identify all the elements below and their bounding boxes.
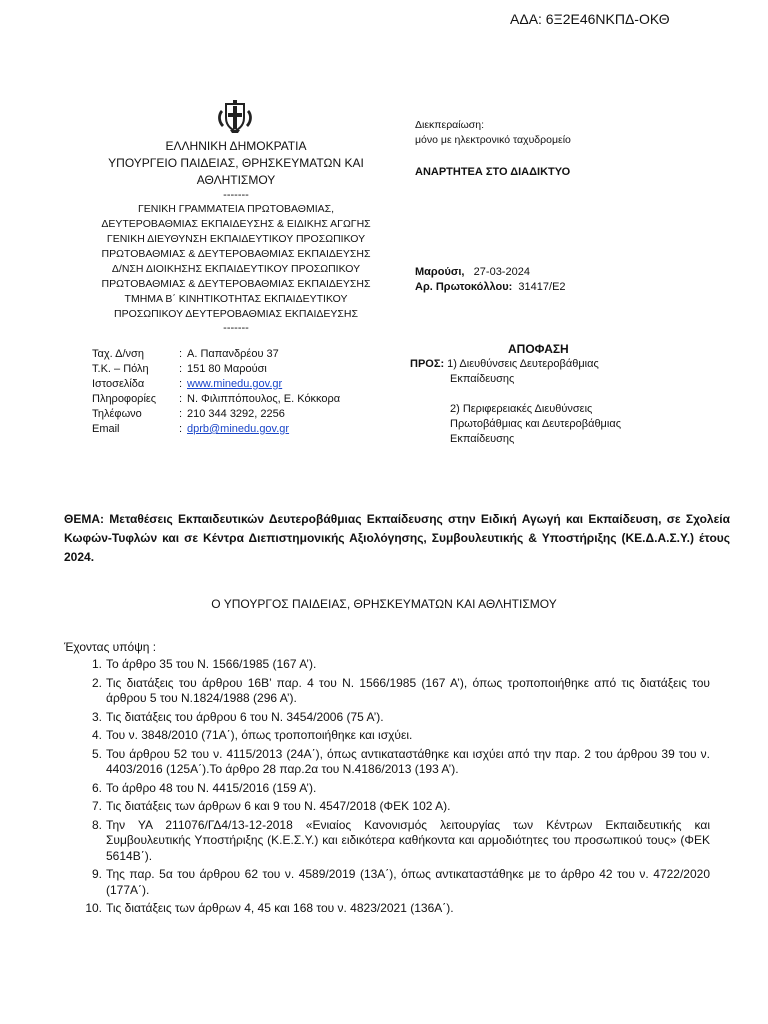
- department-line: ΔΕΥΤΕΡΟΒΑΘΜΙΑΣ ΕΚΠΑΙΔΕΥΣΗΣ & ΕΙΔΙΚΗΣ ΑΓΩΓΗΣ: [101, 218, 371, 230]
- header-separator: -------: [223, 322, 249, 334]
- list-item: [64, 747, 710, 778]
- department-line: ΤΜΗΜΑ Β΄ ΚΙΝΗΤΙΚΟΤΗΤΑΣ ΕΚΠΑΙΔΕΥΤΙΚΟΥ: [124, 293, 348, 305]
- spacer: [410, 387, 670, 402]
- recipient-2-line3: Εκπαίδευσης: [450, 433, 515, 445]
- protocol-label: Αρ. Πρωτοκόλλου:: [415, 281, 513, 293]
- contact-details: [92, 347, 340, 437]
- email-link[interactable]: dprb@minedu.gov.gr: [187, 423, 290, 435]
- protocol-value: 31417/Ε2: [518, 281, 566, 293]
- ada-code: ΑΔΑ: 6Ξ2Ε46ΝΚΠΔ-ΟΚΘ: [510, 11, 670, 27]
- department-line: ΠΡΩΤΟΒΑΘΜΙΑΣ & ΔΕΥΤΕΡΟΒΑΘΜΙΑΣ ΕΚΠΑΙΔΕΥΣΗΣ: [101, 248, 371, 260]
- issuer-header: [80, 138, 392, 335]
- contact-row: [92, 347, 340, 362]
- recipient-2-line1: 2) Περιφερειακές Διευθύνσεις: [450, 403, 593, 415]
- list-text: Τις διατάξεις του άρθρου 6 του Ν. 3454/2006 (75 Α’).: [106, 709, 384, 724]
- contact-row: [92, 422, 340, 437]
- contact-row: [92, 362, 340, 377]
- contact-table: [92, 347, 340, 437]
- contact-label: Τηλέφωνο: [92, 408, 142, 420]
- ministry-name-line2: ΑΘΛΗΤΙΣΜΟΥ: [196, 173, 276, 187]
- list-item: [64, 867, 710, 898]
- info-value: Ν. Φιλιππόπουλος, Ε. Κόκκορα: [187, 393, 341, 405]
- list-item: [64, 710, 710, 726]
- list-text: Του ν. 3848/2010 (71Α΄), όπως τροποποιήθηκε και ισχύει.: [106, 728, 413, 742]
- list-text: Το άρθρο 35 του Ν. 1566/1985 (167 Α’).: [106, 657, 317, 671]
- list-text: Το άρθρο 48 του Ν. 4415/2016 (159 Α’).: [106, 780, 317, 795]
- recipients-label: ΠΡΟΣ:: [410, 358, 445, 370]
- recipient-2-line2: Πρωτοβάθμιας και Δευτεροβάθμιας: [450, 418, 621, 430]
- contact-row: [92, 392, 340, 407]
- department-line: ΓΕΝΙΚΗ ΔΙΕΥΘΥΝΣΗ ΕΚΠΑΙΔΕΥΤΙΚΟΥ ΠΡΟΣΩΠΙΚΟΥ: [106, 233, 366, 245]
- phone-value: 210 344 3292, 2256: [187, 408, 285, 420]
- list-text: Τις διατάξεις των άρθρων 6 και 9 του Ν. 4547/2018 (ΦΕΚ 102 Α).: [106, 799, 451, 813]
- recipient-1-line2: Εκπαίδευσης: [450, 373, 515, 385]
- list-number: 6.: [91, 780, 102, 795]
- list-number: 7.: [91, 799, 102, 813]
- post-online-notice: ΑΝΑΡΤΗΤΕΑ ΣΤΟ ΔΙΑΔΙΚΤΥΟ: [415, 166, 571, 178]
- list-item: [64, 657, 710, 673]
- contact-separator: :: [179, 363, 183, 375]
- header-separator: -------: [223, 189, 249, 201]
- list-item: [64, 799, 710, 815]
- recipients-block: [410, 357, 670, 447]
- list-number: 3.: [91, 709, 102, 724]
- list-number: 8.: [91, 817, 102, 832]
- department-line: Δ/ΝΣΗ ΔΙΟΙΚΗΣΗΣ ΕΚΠΑΙΔΕΥΤΙΚΟΥ ΠΡΟΣΩΠΙΚΟΥ: [111, 263, 361, 275]
- document-date: [415, 265, 530, 280]
- contact-separator: :: [179, 378, 183, 390]
- contact-separator: :: [179, 348, 183, 360]
- department-line: ΓΕΝΙΚΗ ΓΡΑΜΜΑΤΕΙΑ ΠΡΩΤΟΒΑΘΜΙΑΣ,: [137, 203, 335, 215]
- list-item: [64, 818, 710, 865]
- list-number: 4.: [91, 728, 102, 742]
- subject-paragraph: ΘΕΜΑ: Μεταθέσεις Εκπαιδευτικών Δευτεροβάθμιας Εκπαίδευσης στην Ειδική Αγωγή και Εκπαίδευση, σε Σχολεία Κωφών-Τυφλών και σε Κέντρα Διεπιστημονικής Αξιολόγησης, Συμβουλευτικής & Υποστήριξης (ΚΕ.Δ.Α.Σ.Υ.) έτους 2024.: [64, 512, 730, 564]
- list-number: 10.: [85, 901, 102, 915]
- delivery-method: [415, 118, 571, 148]
- decision-title: ΑΠΟΦΑΣΗ: [508, 342, 569, 356]
- address-value: Α. Παπανδρέου 37: [187, 348, 279, 360]
- list-item: [64, 901, 710, 917]
- contact-separator: :: [179, 393, 183, 405]
- recipient-1-line1: 1) Διευθύνσεις Δευτεροβάθμιας: [447, 358, 599, 370]
- minister-heading: Ο ΥΠΟΥΡΓΟΣ ΠΑΙΔΕΙΑΣ, ΘΡΗΣΚΕΥΜΑΤΩΝ ΚΑΙ ΑΘΛΗΤΙΣΜΟΥ: [211, 597, 557, 611]
- contact-label: Ιστοσελίδα: [92, 378, 145, 390]
- legal-basis-list: [64, 657, 710, 920]
- department-line: ΠΡΟΣΩΠΙΚΟΥ ΔΕΥΤΕΡΟΒΑΘΜΙΑΣ ΕΚΠΑΙΔΕΥΣΗΣ: [114, 308, 358, 320]
- list-number: 1.: [91, 657, 102, 671]
- list-text: Τις διατάξεις των άρθρων 4, 45 και 168 του ν. 4823/2021 (136Α΄).: [106, 901, 454, 915]
- contact-label: Ταχ. Δ/νση: [92, 348, 144, 360]
- website-link[interactable]: www.minedu.gov.gr: [187, 378, 283, 390]
- list-text: Της παρ. 5α του άρθρου 62 του ν. 4589/2019 (13Α΄), όπως αντικαταστάθηκε με το άρθρο 42 του ν. 4722/2020 (177Α΄).: [106, 867, 710, 897]
- greek-coat-of-arms-icon: [215, 100, 255, 134]
- contact-separator: :: [179, 423, 183, 435]
- contact-label: Email: [92, 423, 120, 435]
- contact-row: [92, 407, 340, 422]
- republic-name: ΕΛΛΗΝΙΚΗ ΔΗΜΟΚΡΑΤΙΑ: [165, 139, 307, 153]
- protocol-number: [415, 280, 566, 295]
- date-value: 27-03-2024: [473, 266, 530, 278]
- list-item: [64, 728, 710, 744]
- list-text: Τις διατάξεις του άρθρου 16Β’ παρ. 4 του Ν. 1566/1985 (167 Α’), όπως τροποποιήθηκε από τις διατάξεις του άρθρου 5 του Ν.1824/1988 (296 Α’).: [106, 675, 710, 705]
- list-text: Την ΥΑ 211076/ΓΔ4/13-12-2018 «Ενιαίος Κανονισμός λειτουργίας των Κέντρων Εκπαιδευτικής και Συμβουλευτικής Υποστήριξης (Κ.Ε.Σ.Υ.) και ειδικότερα καθήκοντα και αρμοδιότητες του προσωπικού τους» (ΦΕΚ 5614Β΄).: [106, 817, 710, 863]
- list-number: 5.: [91, 746, 102, 761]
- delivery-label: Διεκπεραίωση:: [415, 119, 485, 131]
- email-cell: [187, 422, 340, 437]
- considering-heading: Έχοντας υπόψη :: [64, 640, 157, 654]
- ministry-name-line1: ΥΠΟΥΡΓΕΙΟ ΠΑΙΔΕΙΑΣ, ΘΡΗΣΚΕΥΜΑΤΩΝ ΚΑΙ: [108, 156, 364, 170]
- contact-row: [92, 377, 340, 392]
- contact-separator: :: [179, 408, 183, 420]
- list-number: 9.: [91, 867, 102, 881]
- delivery-value: μόνο με ηλεκτρονικό ταχυδρομείο: [415, 134, 571, 146]
- website-cell: [187, 377, 340, 392]
- department-line: ΠΡΩΤΟΒΑΘΜΙΑΣ & ΔΕΥΤΕΡΟΒΑΘΜΙΑΣ ΕΚΠΑΙΔΕΥΣΗΣ: [101, 278, 371, 290]
- contact-label: Τ.Κ. – Πόλη: [92, 363, 149, 375]
- contact-label: Πληροφορίες: [92, 393, 157, 405]
- list-number: 2.: [91, 675, 102, 690]
- date-label: Μαρούσι,: [415, 266, 465, 278]
- list-item: [64, 781, 710, 797]
- list-text: Του άρθρου 52 του ν. 4115/2013 (24Α΄), όπως αντικαταστάθηκε και ισχύει από την παρ. 2 του άρθρου 39 του ν. 4403/2016 (125Α΄).Το άρθρο 28 παρ.2α του Ν.4186/2013 (193 Α’).: [106, 746, 710, 776]
- postcode-value: 151 80 Μαρούσι: [187, 363, 267, 375]
- list-item: [64, 676, 710, 707]
